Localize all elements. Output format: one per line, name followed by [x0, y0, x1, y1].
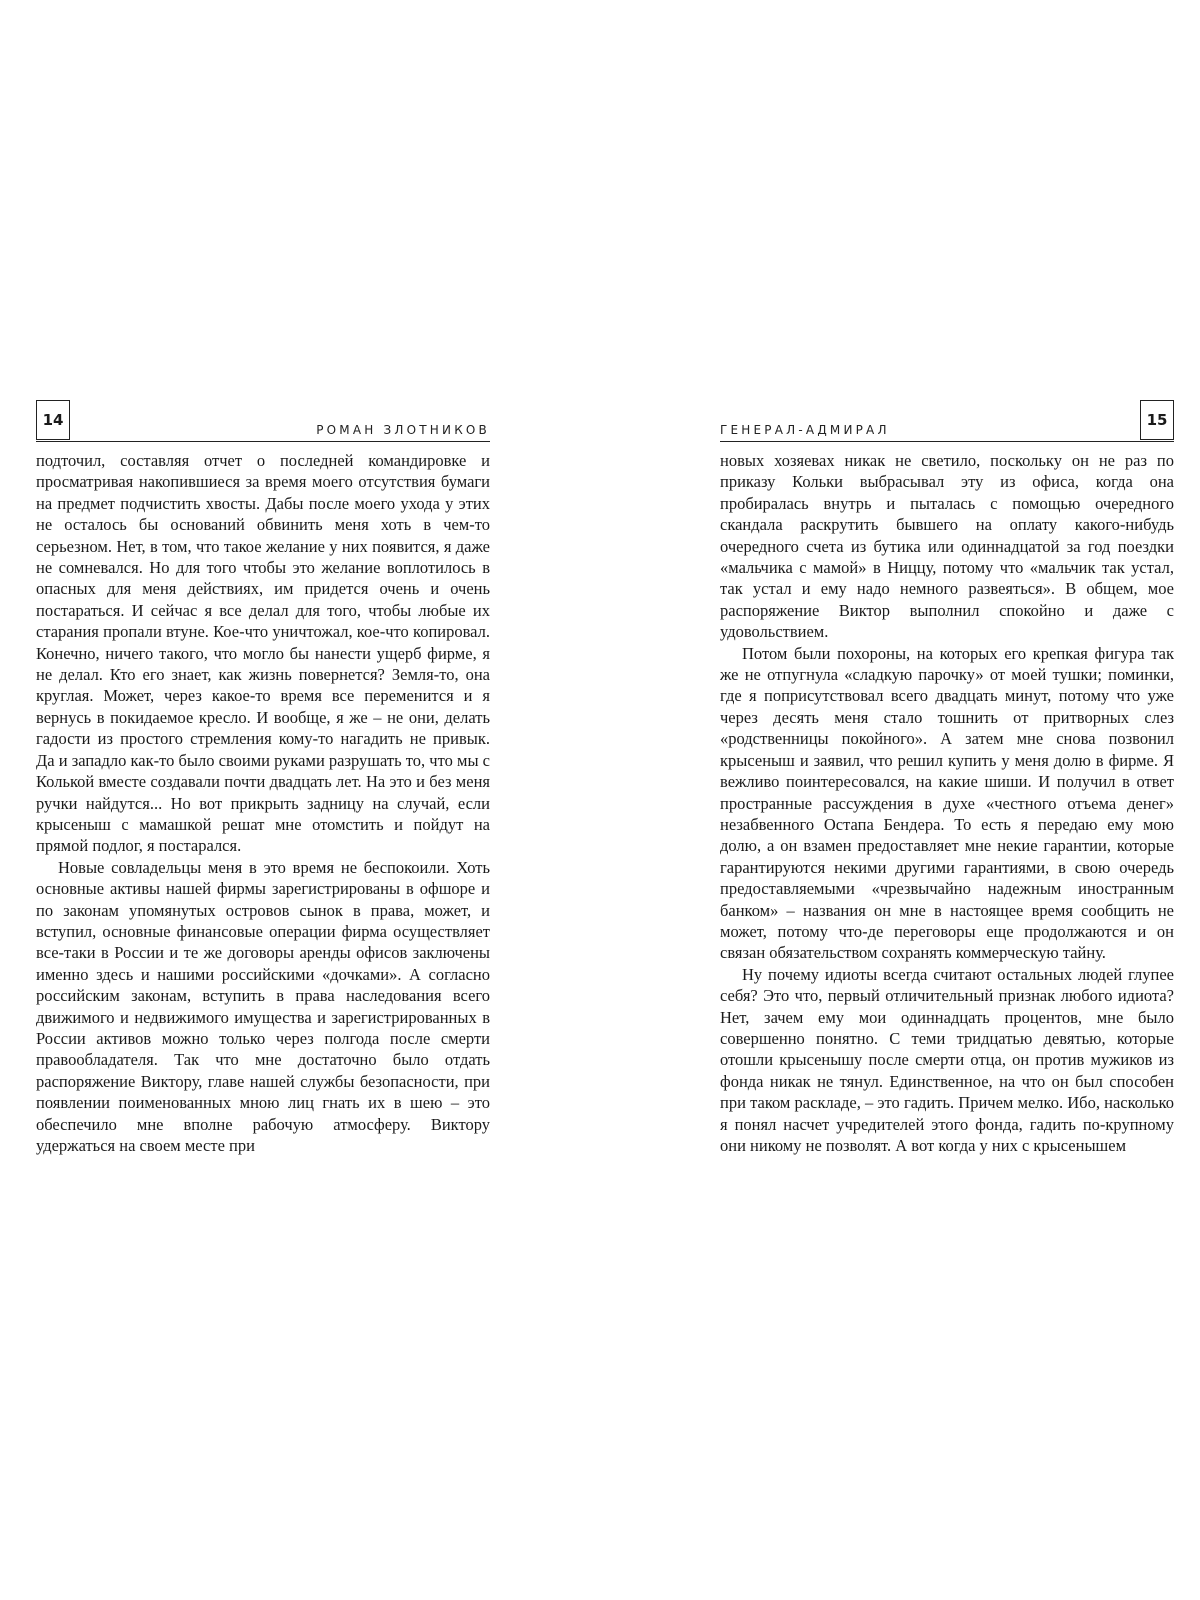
paragraph: Ну почему идиоты всегда считают остальных людей глупее себя? Это что, первый отличительный признак любого идиота? Нет, зачем ему мои одиннадцать процентов, мне было совершенно понятно. С теми тридцатью девятью, которые отошли крысенышу после смерти отца, он против мужиков из фонда никак не тянул. Единственное, на что он был способен при таком раскладе, – это гадить. Причем мелко. Ибо, насколько я понял насчет учредителей этого фонда, гадить по-крупному они никому не позволят. А вот когда у них с крысенышем	[720, 964, 1174, 1155]
running-head-title: ГЕНЕРАЛ-АДМИРАЛ	[720, 423, 890, 437]
right-body	[720, 450, 1174, 1156]
paragraph: подточил, составляя отчет о последней командировке и просматривая накопившиеся за время моего отсутствия бумаги на предмет подчистить хвосты. Дабы после моего ухода у этих не осталось бы оснований обвинить меня хоть в чем-то серьезном. Нет, в том, что такое желание у них появится, я даже не сомневался. Но для того чтобы это желание воплотилось в опасных для меня действиях, им придется очень и очень постараться. И сейчас я все делал для того, чтобы любые их старания пропали втуне. Кое-что уничтожал, кое-что копировал. Конечно, ничего такого, что могло бы нанести ущерб фирме, я не делал. Кто его знает, как жизнь повернется? Земля-то, она круглая. Может, через какое-то время все переменится и я вернусь в покидаемое кресло. И вообще, я же – не они, делать гадости из простого стремления кому-то нагадить не привык. Да и западло как-то было своими руками разрушать то, что мы с Колькой вместе создавали почти двадцать лет. На это и без меня ручки найдутся... Но вот прикрыть задницу на случай, если крысеныш с мамашкой решат мне отомстить и пойдут на прямой подлог, я постарался.	[36, 451, 490, 856]
running-head-author: РОМАН ЗЛОТНИКОВ	[316, 423, 490, 437]
left-page	[36, 400, 490, 1156]
right-page	[720, 400, 1174, 1156]
left-body	[36, 450, 490, 1156]
page-number-right: 15	[1140, 400, 1174, 440]
left-header	[36, 400, 490, 442]
paragraph: Новые совладельцы меня в это время не беспокоили. Хоть основные активы нашей фирмы зарегистрированы в офшоре и по законам упомянутых островов сынок в права, может, и вступил, основные финансовые операции фирма осуществляет все-таки в России и те же договоры аренды офисов заключены именно здесь и нашими российскими «дочками». А согласно российским законам, вступить в права наследования всего движимого и недвижимого имущества и зарегистрированных в России активов можно только через полгода после смерти правообладателя. Так что мне достаточно было отдать распоряжение Виктору, главе нашей службы безопасности, при появлении поименованных мною лиц гнать их в шею – это обеспечило мне вполне рабочую атмосферу. Виктору удержаться на своем месте при	[36, 857, 490, 1155]
paragraph: Потом были похороны, на которых его крепкая фигура так же не отпугнула «сладкую парочку» от моей тушки; поминки, где я поприсутствовал всего двадцать минут, потому что уже через десять меня стало тошнить от притворных слез «родственницы покойного». А затем мне снова позвонил крысеныш и заявил, что решил купить у меня долю в фирме. Я вежливо поинтересовался, на какие шиши. И получил в ответ пространные рассуждения в духе «честного отъема денег» незабвенного Остапа Бендера. То есть я передаю ему мою долю, а он взамен предоставляет мне некие гарантии, которые гарантируются некими другими гарантиями, в свою очередь предоставляемыми «чрезвычайно надежным иностранным банком» – названия он мне в настоящее время сообщить не может, потому что-де переговоры еще продолжаются и он связан обязательством сохранять коммерческую тайну.	[720, 643, 1174, 963]
paragraph: новых хозяевах никак не светило, поскольку он не раз по приказу Кольки выбрасывал эту из офиса, когда она пробиралась внутрь и пыталась с помощью очередного скандала раскрутить бывшего на оплату какого-нибудь очередного счета из бутика или одиннадцатой за год поездки «мальчика с мамой» в Ниццу, потому что «мальчик так устал, так устал и ему надо немного развеяться». В общем, мое распоряжение Виктор выполнил спокойно и даже с удовольствием.	[720, 451, 1174, 642]
page-number-left: 14	[36, 400, 70, 440]
right-header	[720, 400, 1174, 442]
